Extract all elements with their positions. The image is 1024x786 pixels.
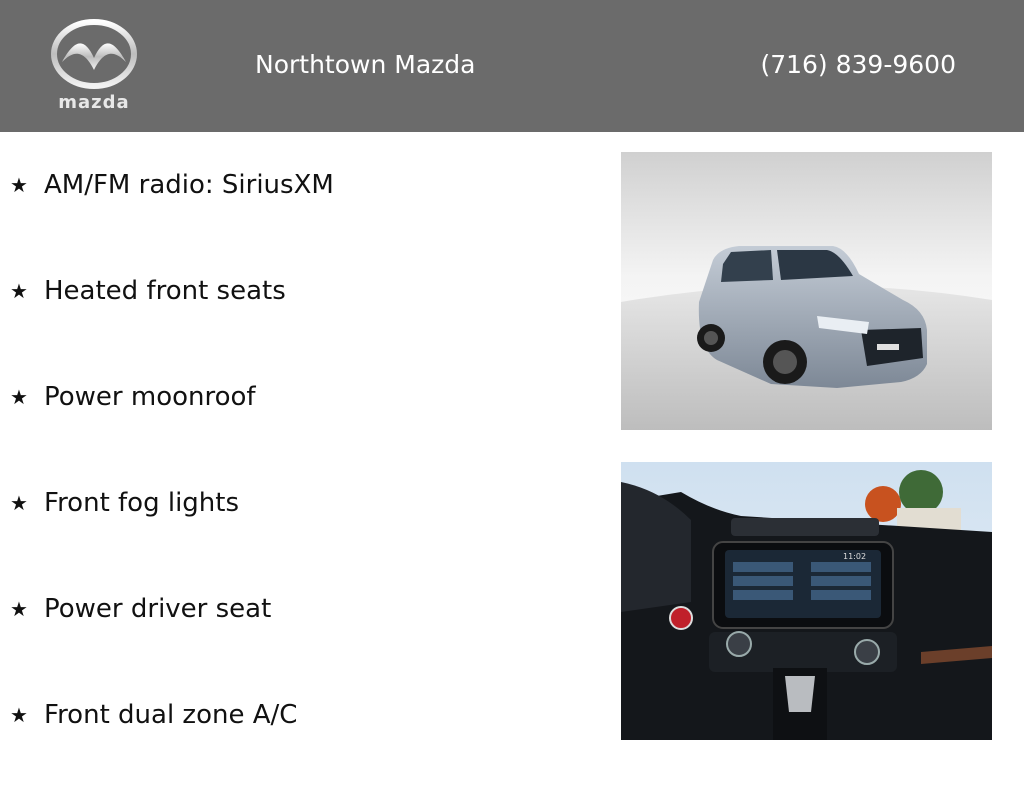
interior-photo[interactable] [621,462,992,740]
feature-text: Front fog lights [44,488,240,518]
feature-item [10,362,590,468]
feature-item [10,680,590,786]
star-icon: ★ [10,703,28,727]
screen-clock: 11:02 [843,552,867,561]
feature-item [10,468,590,574]
star-icon: ★ [10,173,28,197]
silver-suv-photo [621,152,992,430]
star-icon: ★ [10,385,28,409]
dealer-name: Northtown Mazda [255,50,476,79]
feature-text: Power moonroof [44,382,256,412]
mazda-logo[interactable] [44,18,144,114]
feature-list [10,150,590,786]
feature-item [10,574,590,680]
exterior-photo[interactable] [621,152,992,430]
feature-text: AM/FM radio: SiriusXM [44,170,334,200]
star-icon: ★ [10,279,28,303]
feature-text: Front dual zone A/C [44,700,298,730]
star-icon: ★ [10,491,28,515]
feature-text: Heated front seats [44,276,286,306]
feature-item [10,256,590,362]
header-bar [0,0,1024,132]
mazda-logo-icon [44,18,144,90]
dashboard-interior-photo [621,462,992,740]
feature-text: Power driver seat [44,594,272,624]
dealer-phone[interactable]: (716) 839-9600 [760,50,956,79]
logo-wordmark: mazda [58,92,130,113]
star-icon: ★ [10,597,28,621]
feature-item [10,150,590,256]
